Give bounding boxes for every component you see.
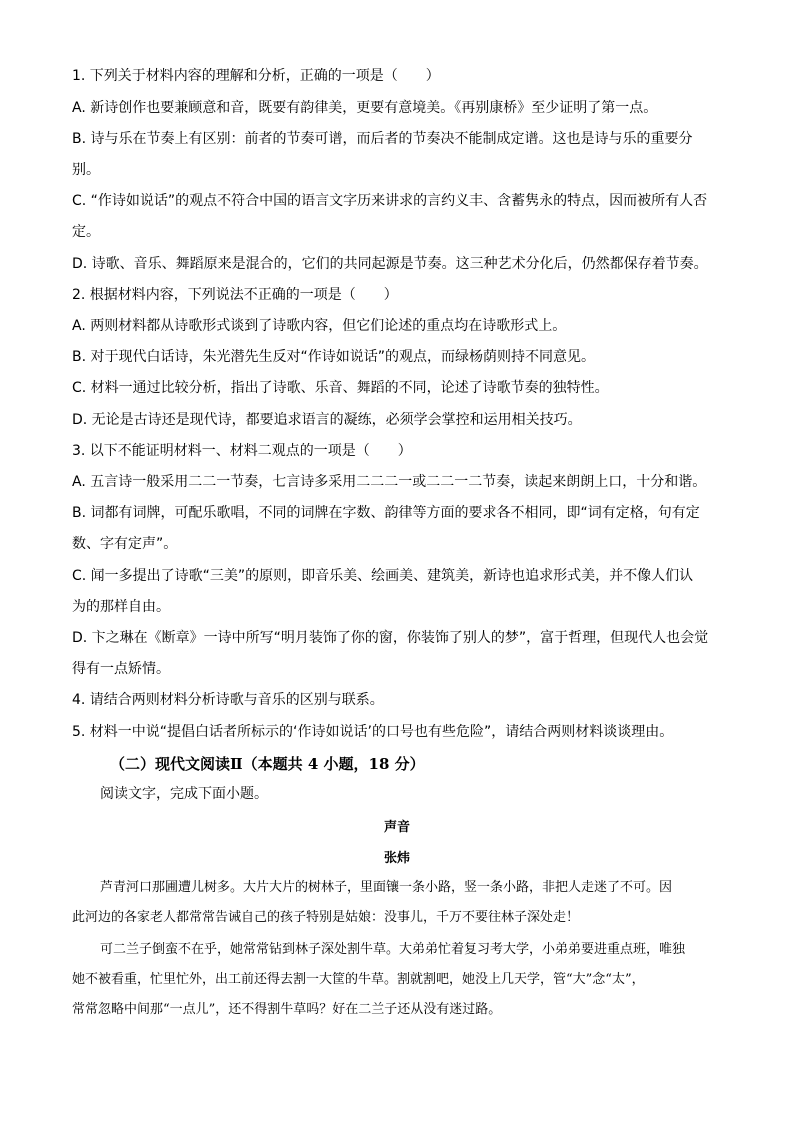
q1-stem: 1. 下列关于材料内容的理解和分析，正确的一项是（ ） — [72, 68, 440, 84]
q3-option-d-line1: D. 卞之琳在《断章》一诗中所写“明月装饰了你的窗，你装饰了别人的梦”，富于哲理，但现代人也会觉 — [72, 630, 709, 646]
q3-option-b-line2: 数、字有定声”。 — [72, 536, 178, 552]
story-p2-line2: 她不被看重，忙里忙外，出工前还得去割一大筐的牛草。割就割吧，她没上几天学，管“大”念“太”， — [72, 972, 645, 987]
q2-option-d: D. 无论是古诗还是现代诗，都要追求语言的凝练，必须学会掌控和运用相关技巧。 — [72, 412, 582, 428]
q1-option-b-line2: 别。 — [72, 162, 100, 178]
story-p2-line3: 常常忽略中间那“一点儿”，还不得割牛草吗？好在二兰子还从没有迷过路。 — [72, 1002, 502, 1017]
q1-option-b-line1: B. 诗与乐在节奏上有区别：前者的节奏可谱，而后者的节奏决不能制成定谱。这也是诗与乐的重要分 — [72, 131, 693, 147]
story-p2-line1: 可二兰子倒蛮不在乎，她常常钻到林子深处割牛草。大弟弟忙着复习考大学，小弟弟要进重点班，唯独 — [100, 942, 686, 957]
story-title: 声音 — [383, 820, 410, 835]
q2-option-c: C. 材料一通过比较分析，指出了诗歌、乐音、舞蹈的不同，论述了诗歌节奏的独特性。 — [72, 380, 609, 396]
q3-option-b-line1: B. 词都有词牌，可配乐歌唱，不同的词牌在字数、韵律等方面的要求各不相同，即“词有定格，句有定 — [72, 505, 700, 521]
q5-stem: 5. 材料一中说“提倡白话者所标示的‘作诗如说话’的口号也有些危险”，请结合两则材料谈谈理由。 — [72, 724, 674, 740]
section-heading: （二）现代文阅读Ⅱ（本题共 4 小题，18 分） — [110, 755, 425, 773]
q3-option-a: A. 五言诗一般采用二二一节奏，七言诗多采用二二二一或二二一二节奏，读起来朗朗上口，十分和谐。 — [72, 474, 707, 490]
q1-option-a: A. 新诗创作也要兼顾意和音，既要有韵律美，更要有意境美。《再别康桥》至少证明了第一点。 — [72, 100, 658, 116]
story-p1-line1: 芦青河口那圃遭儿树多。大片大片的树林子，里面镶一条小路，竖一条小路，非把人走迷了不可。因 — [100, 880, 673, 895]
q3-option-c-line1: C. 闻一多提出了诗歌“三美”的原则，即音乐美、绘画美、建筑美，新诗也追求形式美，并不像人们认 — [72, 568, 694, 584]
q1-option-d: D. 诗歌、音乐、舞蹈原来是混合的，它们的共同起源是节奏。这三种艺术分化后，仍然都保存着节奏。 — [72, 256, 708, 272]
q1-option-c-line1: C. “作诗如说话”的观点不符合中国的语言文字历来讲求的言约义丰、含蓄隽永的特点，因而被所有人否 — [72, 193, 708, 209]
q2-option-a: A. 两则材料都从诗歌形式谈到了诗歌内容，但它们论述的重点均在诗歌形式上。 — [72, 318, 567, 334]
story-p1-line2: 此河边的各家老人都常常告诫自己的孩子特别是姑娘：没事儿，千万不要往林子深处走！ — [72, 910, 580, 925]
q4-stem: 4. 请结合两则材料分析诗歌与音乐的区别与联系。 — [72, 692, 384, 708]
q3-stem: 3. 以下不能证明材料一、材料二观点的一项是（ ） — [72, 443, 412, 459]
q2-option-b: B. 对于现代白话诗，朱光潜先生反对“作诗如说话”的观点，而绿杨荫则持不同意见。 — [72, 349, 596, 365]
q3-option-c-line2: 为的那样自由。 — [72, 599, 170, 615]
q1-option-c-line2: 定。 — [72, 224, 100, 240]
story-author: 张炜 — [383, 851, 410, 866]
section-instruction: 阅读文字，完成下面小题。 — [100, 786, 268, 802]
q3-option-d-line2: 得有一点矫情。 — [72, 661, 170, 677]
q2-stem: 2. 根据材料内容，下列说法不正确的一项是（ ） — [72, 287, 398, 303]
